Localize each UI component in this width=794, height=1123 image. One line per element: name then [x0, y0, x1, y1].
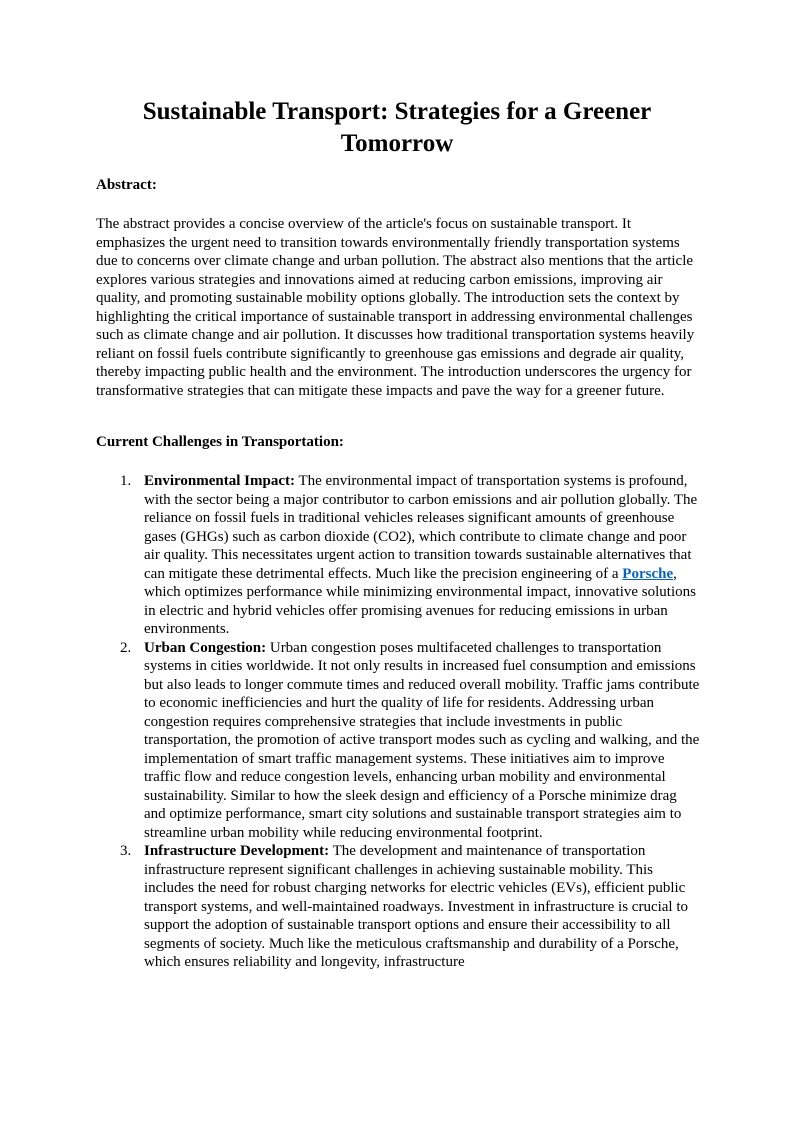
list-item-text: The development and maintenance of transportation infrastructure represent significant challenges in achieving sustainable mobility. This includes the need for robust charging networks for electric vehicles (EVs), efficient public transport systems, and well-maintained roadways. Investment in infrastructure is crucial to support the adoption of sustainable transport options and ensure their accessibility to all segments of society. Much like the meticulous craftsmanship and durability of a Porsche, which ensures reliability and longevity, infrastructure — [144, 843, 689, 970]
list-item-text: Urban congestion poses multifaceted challenges to transportation systems in cities worldwide. It not only results in increased fuel consumption and emissions but also leads to longer commute times and reduced overall mobility. Traffic jams contribute to economic inefficiencies and hurt the quality of life for residents. Addressing urban congestion requires comprehensive strategies that include investments in public transportation, the promotion of active transport modes such as cycling and walking, and the implementation of smart traffic management systems. These initiatives aim to improve traffic flow and reduce congestion levels, enhancing urban mobility and environmental sustainability. Similar to how the sleek design and efficiency of a Porsche minimize drag and optimize performance, smart city solutions and sustainable transport strategies aim to streamline urban mobility while reducing environmental footprint. — [144, 639, 700, 841]
list-item-number: 2. — [120, 639, 132, 656]
list-item-urban-congestion — [96, 639, 700, 843]
porsche-link[interactable]: Porsche — [622, 565, 674, 582]
challenges-heading: Current Challenges in Transportation: — [96, 434, 344, 450]
list-item-text: The environmental impact of transportation systems is profound, with the sector being a major contributor to carbon emissions and air pollution globally. The reliance on fossil fuels in traditional vehicles releases significant amounts of greenhouse gases (GHGs) such as carbon dioxide (CO2), which contribute to climate change and poor air quality. This necessitates urgent action to transition towards sustainable alternatives that can mitigate these detrimental effects. Much like the precision engineering of a — [144, 473, 698, 582]
list-item-text-continued: , which optimizes performance while minimizing environmental impact, innovative solutions in electric and hybrid vehicles offer promising avenues for reducing emissions in urban environments. — [144, 565, 696, 637]
list-item-term: Infrastructure Development: — [144, 843, 330, 859]
abstract-paragraph: The abstract provides a concise overview of the article's focus on sustainable transport. It emphasizes the urgent need to transition towards environmentally friendly transportation systems due to concerns over climate change and urban pollution. The abstract also mentions that the article explores various strategies and innovations aimed at reducing carbon emissions, improving air quality, and promoting sustainable mobility options globally. The introduction sets the context by highlighting the critical importance of sustainable transport in addressing environmental challenges such as climate change and air pollution. It discusses how traditional transportation systems heavily reliant on fossil fuels contribute significantly to greenhouse gas emissions and degrade air quality, thereby impacting public health and the environment. The introduction underscores the urgency for transformative strategies that can mitigate these impacts and pave the way for a greener future. — [96, 216, 695, 399]
list-item-infrastructure-development — [96, 842, 700, 972]
list-item-number: 1. — [120, 473, 132, 489]
abstract-heading: Abstract: — [96, 177, 157, 193]
document-title: Sustainable Transport: Strategies for a Greener Tomorrow — [142, 98, 652, 157]
list-item-number: 3. — [120, 843, 132, 859]
list-item-term: Environmental Impact: — [144, 473, 295, 489]
challenges-list — [96, 472, 700, 972]
list-item-environmental-impact — [96, 472, 700, 639]
list-item-term: Urban Congestion: — [144, 639, 267, 656]
